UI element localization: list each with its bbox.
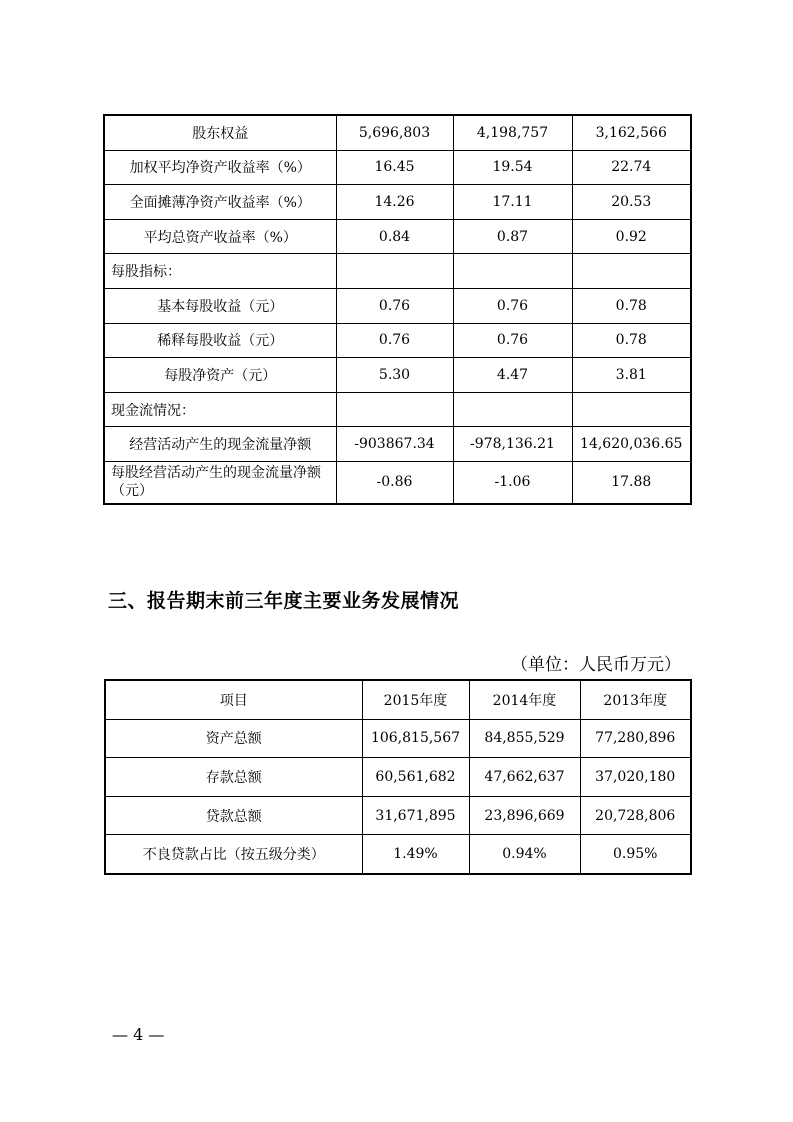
row-label: 平均总资产收益率（%） bbox=[104, 219, 336, 254]
cell-value-3 bbox=[572, 392, 691, 427]
cell-value-1: -0.86 bbox=[336, 461, 453, 504]
row-label: 每股指标： bbox=[104, 254, 336, 289]
cell-value-2: 0.76 bbox=[453, 323, 572, 358]
cell-value-2 bbox=[453, 392, 572, 427]
cell-value-2: 4.47 bbox=[453, 358, 572, 393]
cell-value-1: 31,671,895 bbox=[362, 796, 469, 835]
cell-value-1: 0.84 bbox=[336, 219, 453, 254]
row-label: 存款总额 bbox=[105, 758, 362, 797]
cell-value-2: -978,136.21 bbox=[453, 427, 572, 462]
cell-value-3 bbox=[572, 254, 691, 289]
cell-value-2: 4,198,757 bbox=[453, 115, 572, 150]
table-row bbox=[105, 758, 691, 797]
table-row bbox=[104, 219, 691, 254]
cell-value-3: 77,280,896 bbox=[580, 719, 691, 758]
cell-value-3: 3,162,566 bbox=[572, 115, 691, 150]
cell-value-2: 0.94% bbox=[469, 835, 580, 874]
row-label: 资产总额 bbox=[105, 719, 362, 758]
row-label: 每股经营活动产生的现金流量净额（元） bbox=[104, 461, 336, 504]
cell-value-2 bbox=[453, 254, 572, 289]
table-row bbox=[105, 835, 691, 874]
cell-value-1: 106,815,567 bbox=[362, 719, 469, 758]
cell-value-3: 17.88 bbox=[572, 461, 691, 504]
cell-value-3: 22.74 bbox=[572, 150, 691, 185]
cell-value-2: -1.06 bbox=[453, 461, 572, 504]
cell-value-2: 19.54 bbox=[453, 150, 572, 185]
cell-value-1: 5,696,803 bbox=[336, 115, 453, 150]
cell-value-3: 0.78 bbox=[572, 288, 691, 323]
row-label: 加权平均净资产收益率（%） bbox=[104, 150, 336, 185]
table-row bbox=[104, 115, 691, 150]
cell-value-3: 20,728,806 bbox=[580, 796, 691, 835]
cell-value-1: -903867.34 bbox=[336, 427, 453, 462]
table-row bbox=[104, 185, 691, 220]
cell-value-1: 0.76 bbox=[336, 288, 453, 323]
row-label: 贷款总额 bbox=[105, 796, 362, 835]
row-label: 基本每股收益（元） bbox=[104, 288, 336, 323]
cell-value-1: 60,561,682 bbox=[362, 758, 469, 797]
row-label: 股东权益 bbox=[104, 115, 336, 150]
cell-value-3: 14,620,036.65 bbox=[572, 427, 691, 462]
cell-value-3: 0.95% bbox=[580, 835, 691, 874]
table-row bbox=[104, 323, 691, 358]
header-2013: 2013年度 bbox=[580, 680, 691, 719]
table-header-row bbox=[105, 680, 691, 719]
cell-value-1: 0.76 bbox=[336, 323, 453, 358]
table-row bbox=[104, 358, 691, 393]
cell-value-3: 20.53 bbox=[572, 185, 691, 220]
table-row bbox=[104, 150, 691, 185]
table-row bbox=[104, 254, 691, 289]
cell-value-1: 1.49% bbox=[362, 835, 469, 874]
cell-value-2: 23,896,669 bbox=[469, 796, 580, 835]
row-label: 经营活动产生的现金流量净额 bbox=[104, 427, 336, 462]
table-row bbox=[104, 288, 691, 323]
cell-value-2: 0.87 bbox=[453, 219, 572, 254]
section-title: 三、报告期末前三年度主要业务发展情况 bbox=[108, 590, 460, 612]
cell-value-1: 5.30 bbox=[336, 358, 453, 393]
business-development-body bbox=[105, 719, 691, 874]
table-row bbox=[104, 461, 691, 504]
cell-value-1: 16.45 bbox=[336, 150, 453, 185]
row-label: 全面摊薄净资产收益率（%） bbox=[104, 185, 336, 220]
cell-value-1 bbox=[336, 254, 453, 289]
page-number: — 4 — bbox=[112, 1025, 165, 1044]
row-label: 每股净资产（元） bbox=[104, 358, 336, 393]
table-row bbox=[104, 392, 691, 427]
cell-value-1 bbox=[336, 392, 453, 427]
header-item: 项目 bbox=[105, 680, 362, 719]
table-row bbox=[104, 427, 691, 462]
table-row bbox=[105, 796, 691, 835]
cell-value-1: 14.26 bbox=[336, 185, 453, 220]
row-label: 稀释每股收益（元） bbox=[104, 323, 336, 358]
header-2014: 2014年度 bbox=[469, 680, 580, 719]
cell-value-2: 84,855,529 bbox=[469, 719, 580, 758]
row-label: 不良贷款占比（按五级分类） bbox=[105, 835, 362, 874]
cell-value-3: 0.78 bbox=[572, 323, 691, 358]
financial-indicators-body bbox=[104, 115, 691, 504]
table-row bbox=[105, 719, 691, 758]
cell-value-2: 47,662,637 bbox=[469, 758, 580, 797]
business-development-table bbox=[104, 679, 692, 875]
unit-note: （单位：人民币万元） bbox=[511, 655, 681, 675]
cell-value-3: 0.92 bbox=[572, 219, 691, 254]
cell-value-3: 37,020,180 bbox=[580, 758, 691, 797]
cell-value-2: 0.76 bbox=[453, 288, 572, 323]
cell-value-2: 17.11 bbox=[453, 185, 572, 220]
financial-indicators-table bbox=[103, 114, 692, 505]
cell-value-3: 3.81 bbox=[572, 358, 691, 393]
row-label: 现金流情况： bbox=[104, 392, 336, 427]
header-2015: 2015年度 bbox=[362, 680, 469, 719]
